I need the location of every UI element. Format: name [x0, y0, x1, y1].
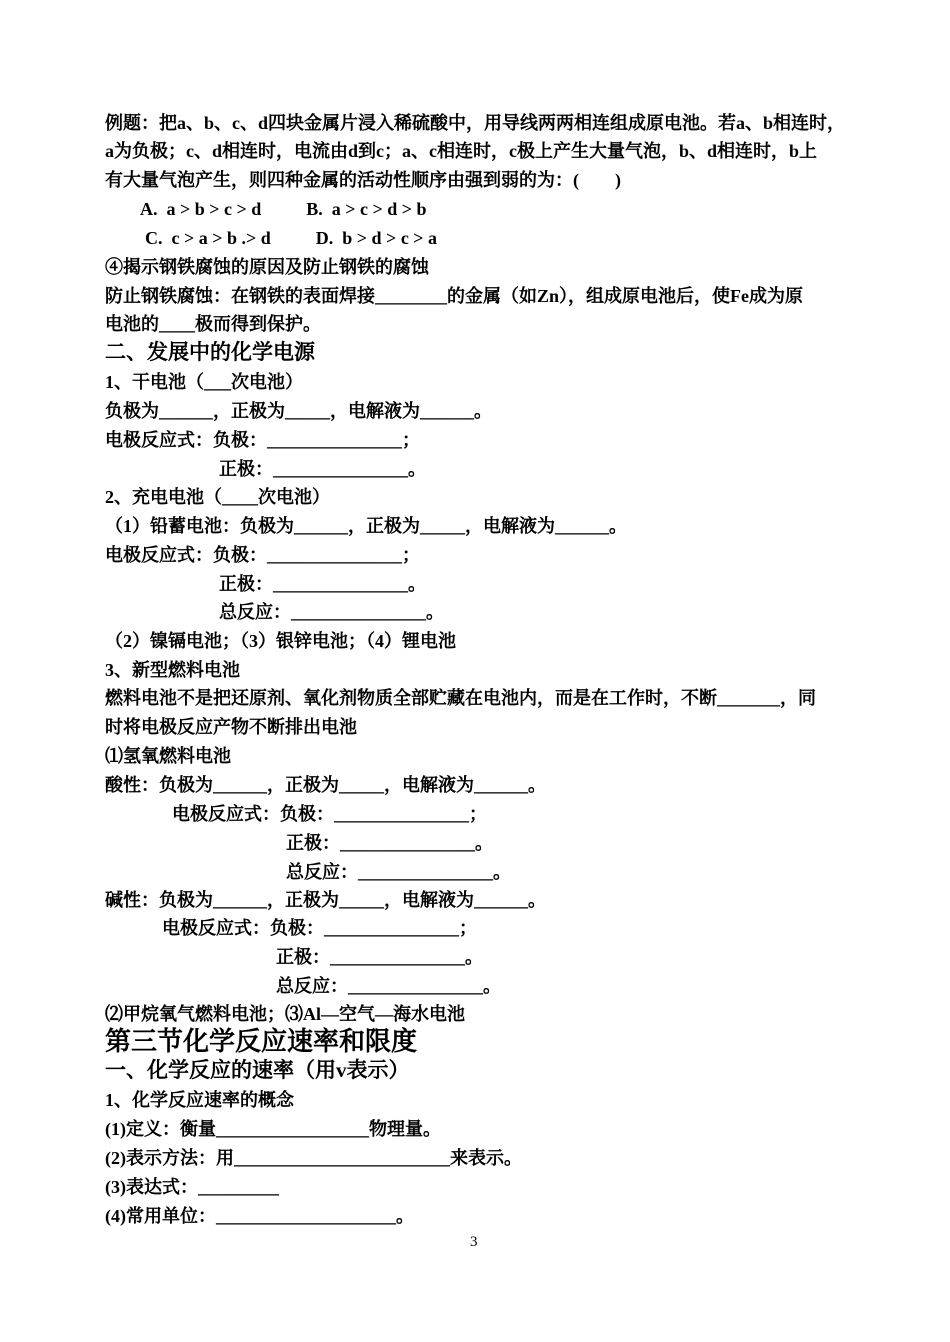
dry-cell-positive: 正极：_______________。 — [219, 459, 426, 479]
rate-definition: (1)定义：衡量_________________物理量。 — [105, 1119, 441, 1139]
alkaline-overall: 总反应：_______________。 — [276, 976, 501, 996]
acidic-overall: 总反应：_______________。 — [286, 862, 511, 882]
chapter-heading-rate: 第三节化学反应速率和限度 — [105, 1027, 418, 1056]
rate-expression-method: (2)表示方法：用________________________来表示。 — [105, 1148, 522, 1168]
fuel-cell-line-1: 燃料电池不是把还原剂、氧化剂物质全部贮藏在电池内，而是在工作时，不断_______，同 — [105, 688, 816, 708]
corrosion-heading: ④揭示钢铁腐蚀的原因及防止钢铁的腐蚀 — [105, 257, 429, 277]
lead-acid-electrodes: （1）铅蓄电池：负极为______，正极为_____，电解液为______。 — [105, 516, 627, 536]
hydrogen-cell-heading: ⑴氢氧燃料电池 — [105, 746, 231, 766]
example-line-3: 有大量气泡产生，则四种金属的活动性顺序由强到弱的为：( ) — [105, 170, 621, 190]
corrosion-line-1: 防止钢铁腐蚀：在钢铁的表面焊接________的金属（如Zn），组成原电池后，使Fe成为原 — [105, 286, 803, 306]
section-heading-power-sources: 二、发展中的化学电源 — [105, 340, 315, 364]
alkaline-electrodes: 碱性：负极为______，正极为_____，电解液为______。 — [105, 890, 546, 910]
rechargeable-heading: 2、充电电池（____次电池） — [105, 487, 330, 507]
lead-acid-overall: 总反应：_______________。 — [219, 602, 444, 622]
example-line-2: a为负极；c、d相连时，电流由d到c；a、c相连时，c极上产生大量气泡，b、d相连时，b上 — [105, 141, 818, 161]
dry-cell-negative: 电极反应式：负极：_______________； — [105, 430, 420, 450]
example-line-1: 例题：把a、b、c、d四块金属片浸入稀硫酸中，用导线两两相连组成原电池。若a、b相连时， — [105, 113, 846, 133]
alkaline-negative: 电极反应式：负极：_______________； — [162, 918, 477, 938]
option-line-ab: A. a > b > c > d B. a > c > d > b — [140, 199, 427, 219]
acidic-electrodes: 酸性：负极为______，正极为_____，电解液为______。 — [105, 775, 546, 795]
dry-cell-electrodes: 负极为______，正极为_____，电解液为______。 — [105, 401, 492, 421]
other-fuel-cells: ⑵甲烷氧气燃料电池；⑶Al—空气—海水电池 — [105, 1004, 465, 1024]
other-batteries: （2）镍镉电池；（3）银锌电池；（4）锂电池 — [105, 631, 456, 651]
alkaline-positive: 正极：_______________。 — [276, 947, 483, 967]
option-line-cd: C. c > a > b .> d D. b > d > c > a — [145, 228, 438, 248]
rate-units: (4)常用单位：____________________。 — [105, 1206, 414, 1226]
dry-cell-heading: 1、干电池（___次电池） — [105, 372, 303, 392]
fuel-cell-heading: 3、新型燃料电池 — [105, 660, 240, 680]
corrosion-line-2: 电池的____极而得到保护。 — [105, 314, 321, 334]
acidic-negative: 电极反应式：负极：_______________； — [172, 804, 487, 824]
fuel-cell-line-2: 时将电极反应产物不断排出电池 — [105, 717, 357, 737]
lead-acid-positive: 正极：_______________。 — [219, 574, 426, 594]
page-number: 3 — [470, 1234, 478, 1250]
acidic-positive: 正极：_______________。 — [286, 833, 493, 853]
rate-formula: (3)表达式：_________ — [105, 1177, 279, 1197]
rate-concept-heading: 1、化学反应速率的概念 — [105, 1090, 294, 1110]
lead-acid-negative: 电极反应式：负极：_______________； — [105, 545, 420, 565]
section-heading-rate: 一、化学反应的速率（用v表示） — [105, 1058, 410, 1082]
